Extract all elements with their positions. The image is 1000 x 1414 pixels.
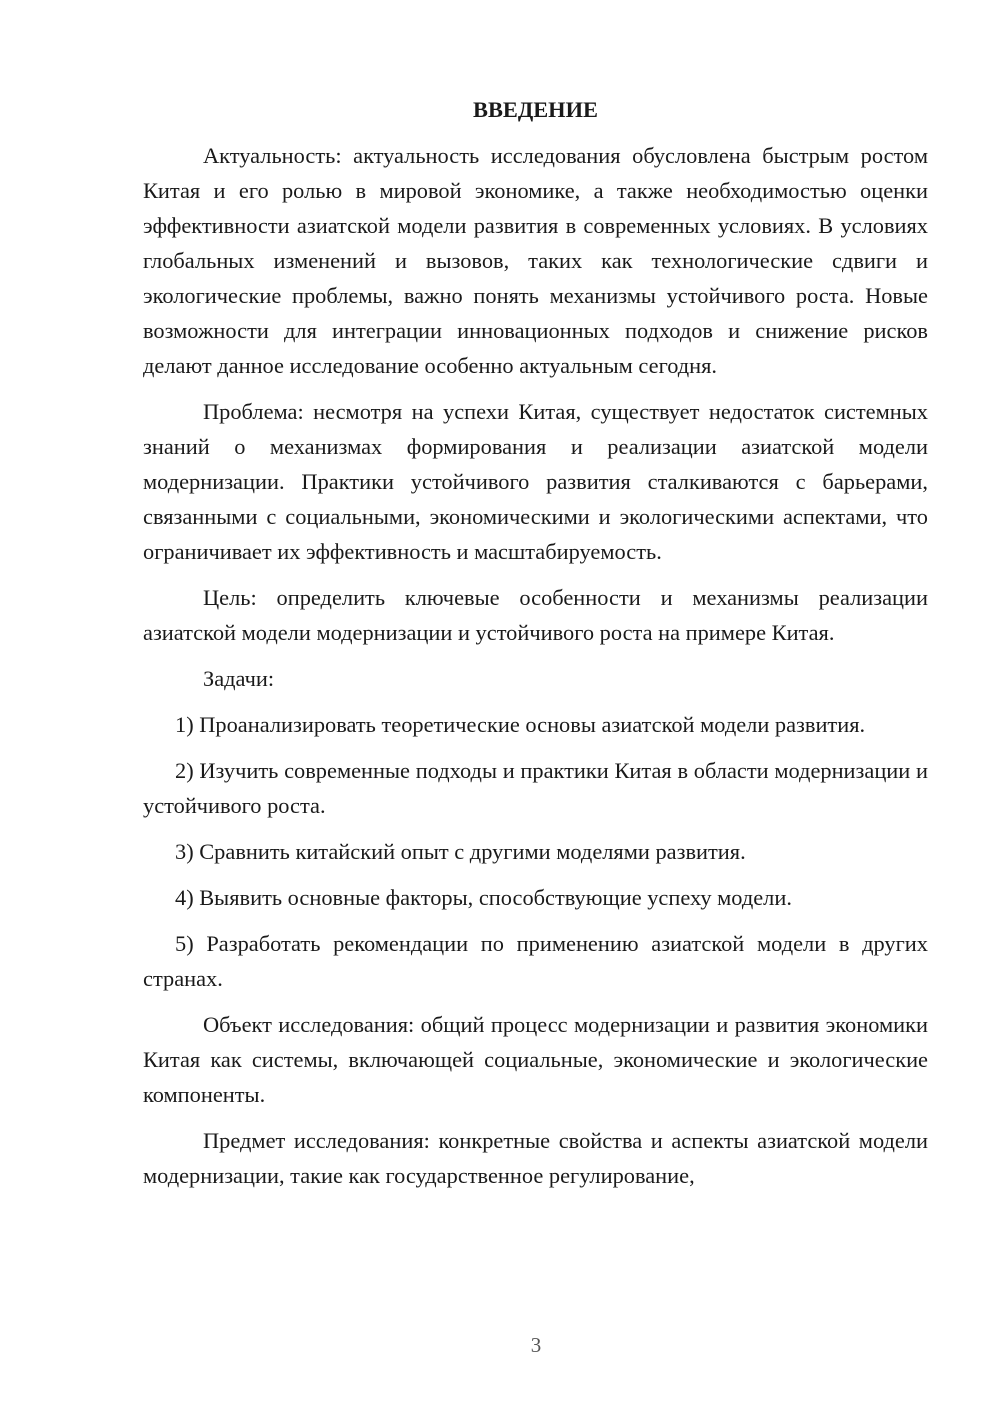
task-item: 5) Разработать рекомендации по применению азиатской модели в других странах. <box>143 931 928 991</box>
page-number: 3 <box>530 1333 542 1357</box>
task-item: 4) Выявить основные факторы, способствующие успеху модели. <box>175 885 792 910</box>
task-item: 2) Изучить современные подходы и практики Китая в области модернизации и устойчивого роста. <box>143 758 928 818</box>
problem-paragraph: Проблема: несмотря на успехи Китая, существует недостаток системных знаний о механизмах формирования и реализации азиатской модели модернизации. Практики устойчивого развития сталкиваются с барьерами, связанными с социальными, экономическими и экологическими аспектами, что ограничивает их эффективность и масштабируемость. <box>143 399 928 564</box>
subject-paragraph: Предмет исследования: конкретные свойства и аспекты азиатской модели модернизации, такие как государственное регулирование, <box>143 1128 928 1188</box>
section-heading: ВВЕДЕНИЕ <box>473 97 598 122</box>
task-item: 3) Сравнить китайский опыт с другими моделями развития. <box>175 839 746 864</box>
document-page <box>143 92 928 1204</box>
object-paragraph: Объект исследования: общий процесс модернизации и развития экономики Китая как системы, включающей социальные, экономические и экологические компоненты. <box>143 1012 928 1107</box>
goal-paragraph: Цель: определить ключевые особенности и механизмы реализации азиатской модели модернизации и устойчивого роста на примере Китая. <box>143 585 928 645</box>
tasks-label: Задачи: <box>203 666 275 691</box>
relevance-paragraph: Актуальность: актуальность исследования обусловлена быстрым ростом Китая и его ролью в мировой экономике, а также необходимостью оценки эффективности азиатской модели развития в современных условиях. В условиях глобальных изменений и вызовов, таких как технологические сдвиги и экологические проблемы, важно понять механизмы устойчивого роста. Новые возможности для интеграции инновационных подходов и снижение рисков делают данное исследование особенно актуальным сегодня. <box>143 143 928 378</box>
task-item: 1) Проанализировать теоретические основы азиатской модели развития. <box>175 712 866 737</box>
